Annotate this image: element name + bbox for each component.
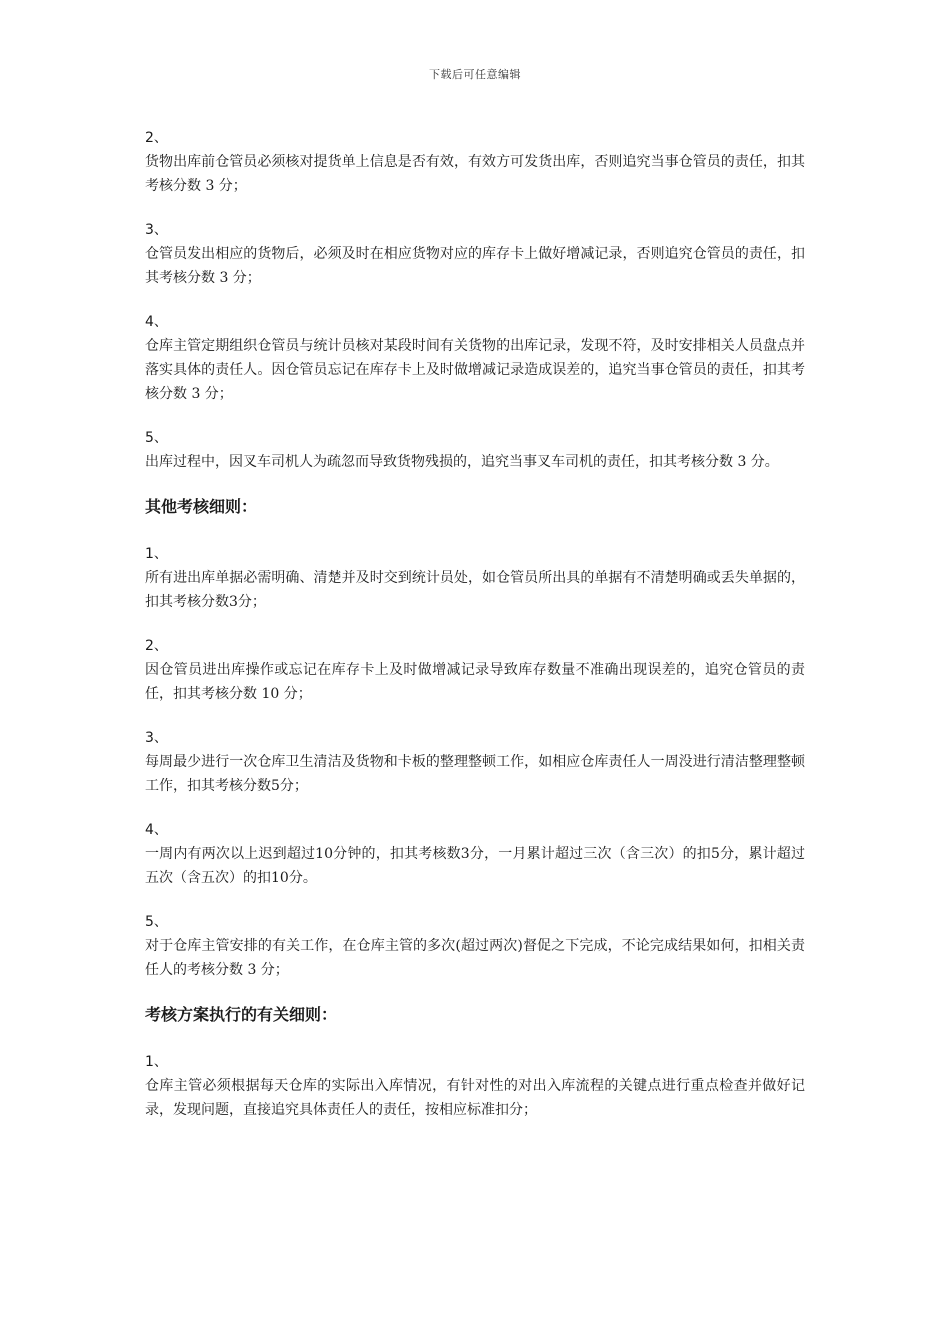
item-text: 所有进出库单据必需明确、清楚并及时交到统计员处，如仓管员所出具的单据有不清楚明确或丢失单据的，扣其考核分数3分； — [145, 570, 805, 610]
item-text: 仓库主管必须根据每天仓库的实际出入库情况，有针对性的对出入库流程的关键点进行重点检查并做好记录，发现问题，直接追究具体责任人的责任，按相应标准扣分； — [145, 1078, 805, 1118]
item-number: 1、 — [145, 1054, 168, 1070]
item-number: 3、 — [145, 730, 168, 746]
document-body — [145, 126, 805, 1142]
list-item — [145, 218, 805, 290]
list-item — [145, 634, 805, 706]
item-number: 4、 — [145, 314, 168, 330]
item-number: 5、 — [145, 430, 168, 446]
item-text: 一周内有两次以上迟到超过10分钟的，扣其考核数3分，一月累计超过三次（含三次）的扣5分，累计超过五次（含五次）的扣10分。 — [145, 846, 805, 886]
section-heading-execution-rules: 考核方案执行的有关细则： — [145, 1005, 338, 1024]
section-heading-other-rules: 其他考核细则： — [145, 497, 258, 516]
page-header: 下载后可任意编辑 — [429, 68, 521, 81]
list-item — [145, 910, 805, 982]
item-text: 货物出库前仓管员必须核对提货单上信息是否有效，有效方可发货出库，否则追究当事仓管员的责任，扣其考核分数 3 分； — [145, 154, 805, 194]
item-number: 1、 — [145, 546, 168, 562]
item-number: 4、 — [145, 822, 168, 838]
item-text: 对于仓库主管安排的有关工作，在仓库主管的多次(超过两次)督促之下完成，不论完成结果如何，扣相关责任人的考核分数 3 分； — [145, 938, 805, 978]
item-number: 2、 — [145, 638, 168, 654]
list-item — [145, 310, 805, 406]
list-item — [145, 126, 805, 198]
item-text: 因仓管员进出库操作或忘记在库存卡上及时做增减记录导致库存数量不准确出现误差的，追究仓管员的责任，扣其考核分数 10 分； — [145, 662, 805, 702]
list-item — [145, 818, 805, 890]
item-text: 仓管员发出相应的货物后，必须及时在相应货物对应的库存卡上做好增减记录，否则追究仓管员的责任，扣其考核分数 3 分； — [145, 246, 805, 286]
item-number: 3、 — [145, 222, 168, 238]
item-text: 每周最少进行一次仓库卫生清洁及货物和卡板的整理整顿工作，如相应仓库责任人一周没进行清洁整理整顿工作，扣其考核分数5分； — [145, 754, 805, 794]
item-number: 5、 — [145, 914, 168, 930]
item-number: 2、 — [145, 130, 168, 146]
item-text: 出库过程中，因叉车司机人为疏忽而导致货物残损的，追究当事叉车司机的责任，扣其考核分数 3 分。 — [145, 454, 779, 470]
list-item — [145, 542, 805, 614]
list-item — [145, 426, 805, 474]
list-item — [145, 1050, 805, 1122]
list-item — [145, 726, 805, 798]
item-text: 仓库主管定期组织仓管员与统计员核对某段时间有关货物的出库记录，发现不符，及时安排相关人员盘点并落实具体的责任人。因仓管员忘记在库存卡上及时做增减记录造成误差的，追究当事仓管员的责任，扣其考核分数 3 分； — [145, 338, 805, 402]
